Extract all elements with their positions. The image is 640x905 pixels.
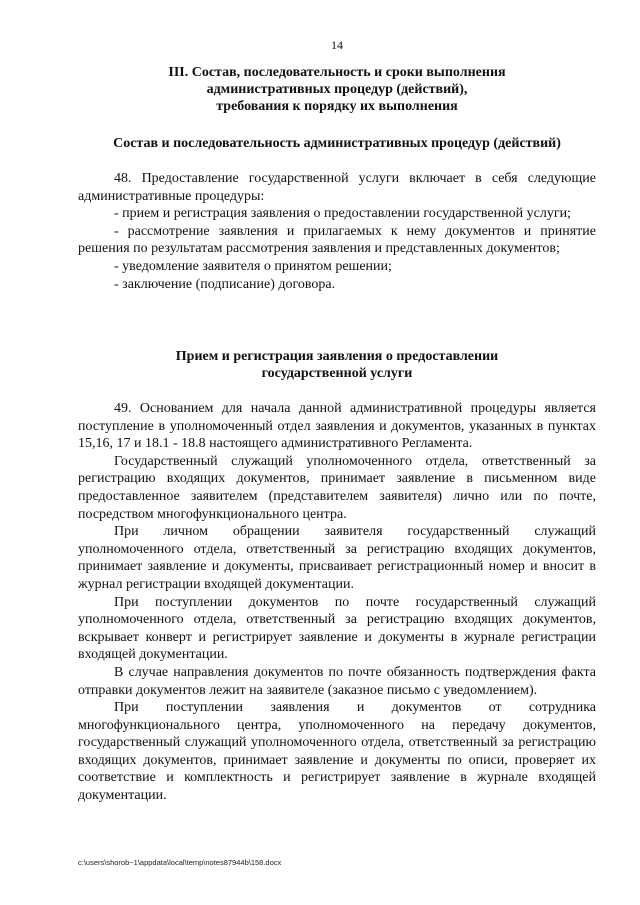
subheading-reception [78, 348, 596, 382]
section-heading [78, 64, 596, 115]
paragraph-mfc: При поступлении заявления и документов от сотрудника многофункционального центра, уполномоченного на передачу документов, государственный служащий уполномоченного отдела, ответственный за регистрацию входящих документов, принимает заявление и документы по описи, проверяет их соответствие и комплектность и регистрирует заявление в журнале входящей документации. [78, 700, 596, 804]
paragraph-by-mail: При поступлении документов по почте государственный служащий уполномоченного отдела, ответственный за регистрацию входящих документов, вскрывает конверт и регистрирует заявление и документы в журнале регистрации входящей документации. [78, 594, 596, 663]
list-item-contract: - заключение (подписание) договора. [114, 276, 336, 292]
section-heading-line-1: III. Состав, последовательность и сроки выполнения [168, 65, 506, 80]
list-item-reception: - прием и регистрация заявления о предоставлении государственной услуги; [114, 206, 571, 222]
section-heading-line-3: требования к порядку их выполнения [216, 99, 458, 114]
list-item-notification: - уведомление заявителя о принятом решении; [114, 258, 392, 274]
subheading-procedures-text: Состав и последовательность административных процедур (действий) [113, 136, 561, 151]
subheading-reception-line-1: Прием и регистрация заявления о предоставлении [175, 349, 499, 364]
paragraph-block-49 [78, 400, 596, 805]
paragraph-mail-confirmation: В случае направления документов по почте обязанность подтверждения факта отправки документов лежит на заявителе (заказное письмо с уведомлением). [78, 664, 596, 698]
subheading-procedures [78, 135, 596, 152]
paragraph-registration-officer: Государственный служащий уполномоченного отдела, ответственный за регистрацию входящих документов, принимает заявление в письменном виде предоставленное заявителем (представителем заявителя) лично или по почте, посредством многофункционального центра. [78, 453, 596, 522]
section-heading-line-2: административных процедур (действий), [206, 82, 468, 97]
paragraph-49: 49. Основанием для начала данной административной процедуры является поступление в уполномоченный отдел заявления и документов, указанных в пунктах 15,16, 17 и 18.1 - 18.8 настоящего административного Регламента. [78, 401, 596, 452]
subheading-reception-line-2: государственной услуги [261, 366, 413, 381]
page-number: 14 [331, 38, 343, 52]
footer-file-path: c:\users\shorob~1\appdata\local\temp\notes87944b\158.docx [78, 858, 282, 867]
paragraph-block-48 [78, 170, 596, 293]
paragraph-personal-visit: При личном обращении заявителя государственный служащий уполномоченного отдела, ответственный за регистрацию входящих документов, принимает заявление и документы, присваивает регистрационный номер и вносит в журнал регистрации входящей документации. [78, 524, 596, 592]
paragraph-48: 48. Предоставление государственной услуги включает в себя следующие административные процедуры: [78, 171, 596, 204]
list-item-review: - рассмотрение заявления и прилагаемых к нему документов и принятие решения по результатам рассмотрения заявления и представленных документов; [78, 223, 596, 257]
